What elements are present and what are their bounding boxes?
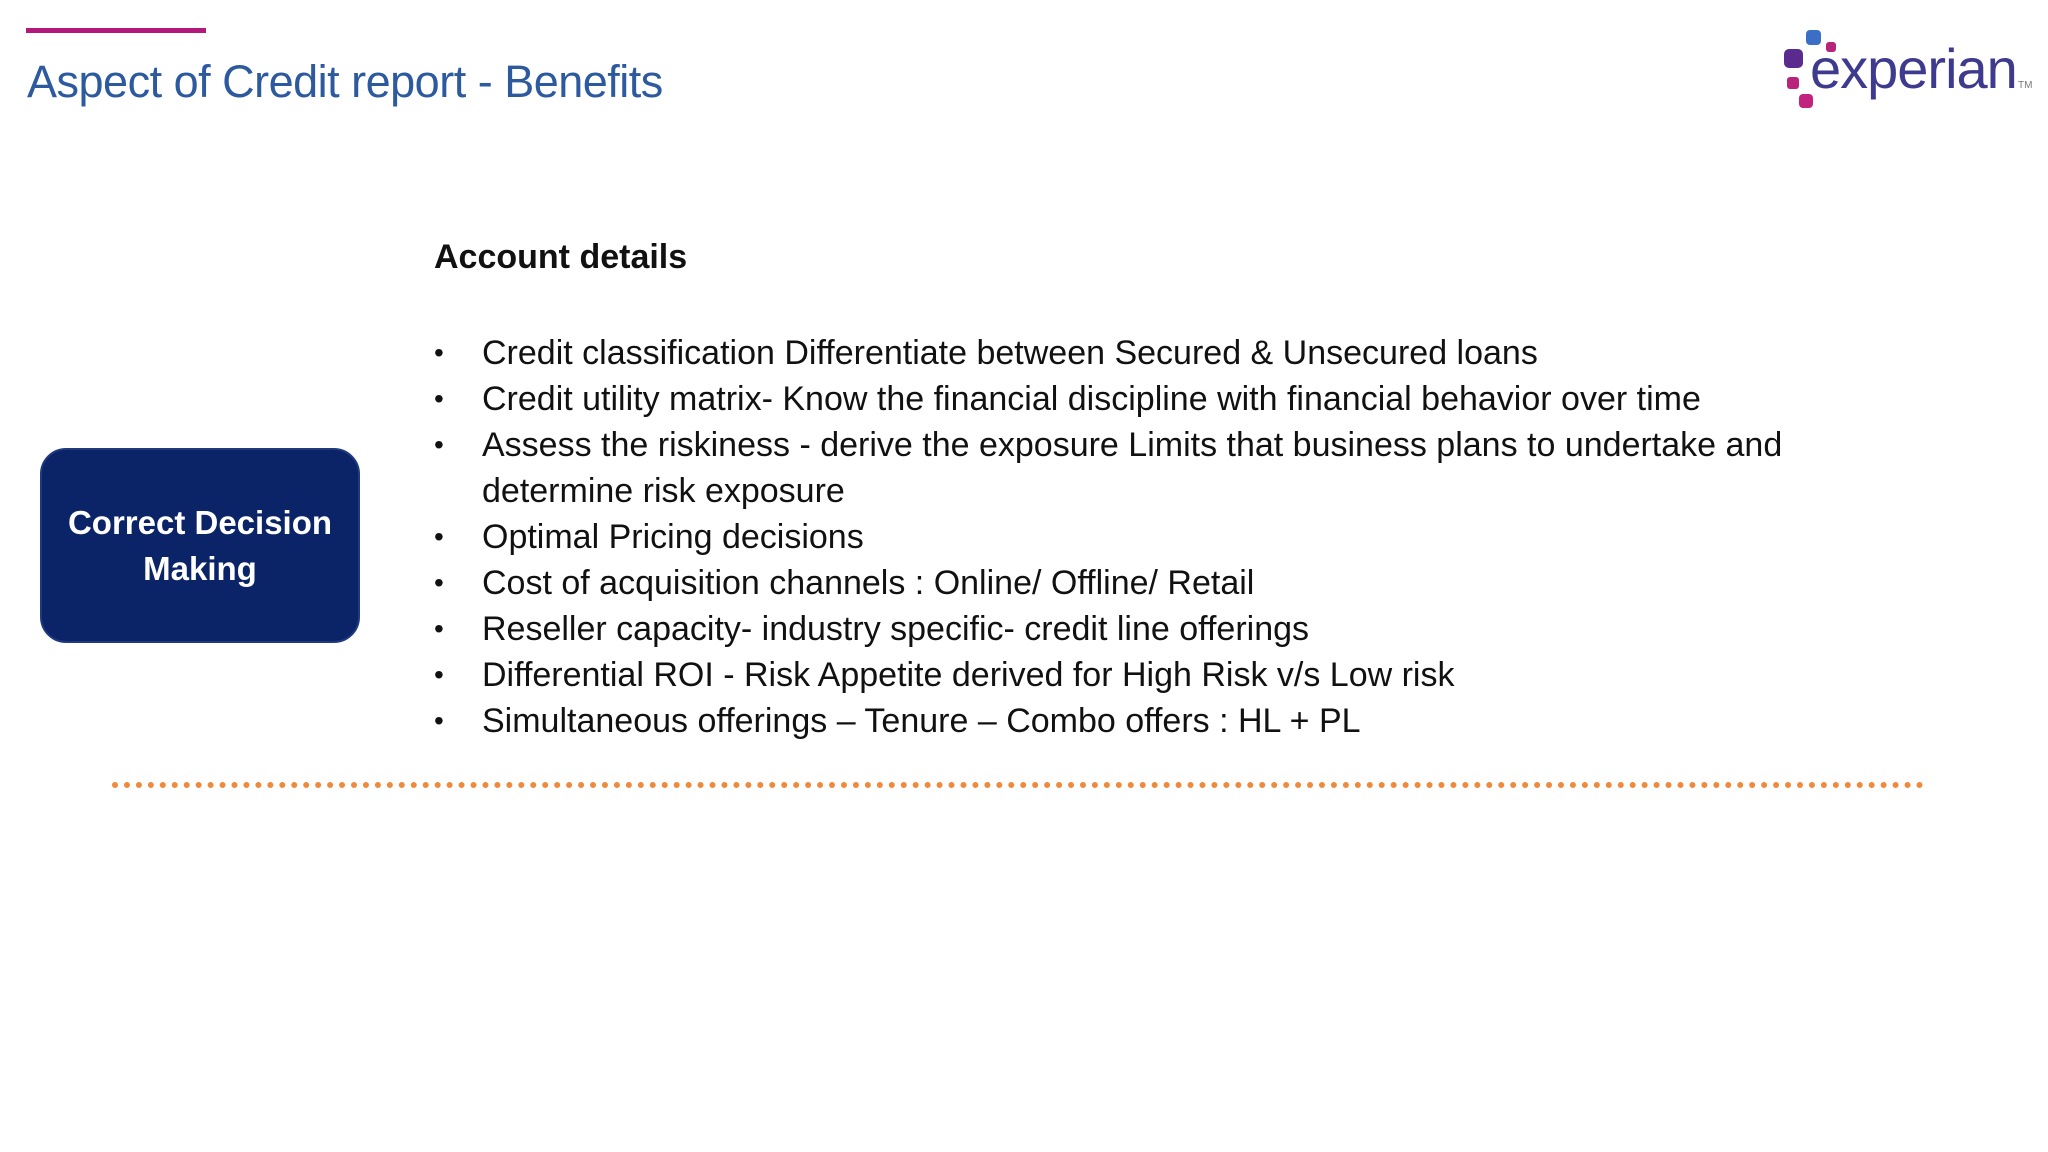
bullet-icon: • (434, 383, 444, 414)
bullet-icon: • (434, 613, 444, 644)
dotted-divider (112, 782, 1924, 788)
bullet-icon: • (434, 429, 444, 460)
bullet-icon: • (434, 705, 444, 736)
slide-title: Aspect of Credit report - Benefits (27, 56, 663, 107)
list-item-text: Cost of acquisition channels : Online/ Offline/ Retail (482, 564, 1255, 602)
logo-trademark: TM (2018, 80, 2033, 91)
list-item (434, 698, 1934, 744)
list-item (434, 422, 1934, 514)
list-item-text: Reseller capacity- industry specific- credit line offerings (482, 610, 1310, 648)
bullet-icon: • (434, 567, 444, 598)
bullet-icon: • (434, 337, 444, 368)
list-item-text: Simultaneous offerings – Tenure – Combo offers : HL + PL (482, 702, 1361, 740)
list-item (434, 606, 1934, 652)
decision-box (40, 448, 360, 643)
decision-box-label: Correct Decision Making (67, 503, 333, 587)
list-item-text: Credit classification Differentiate between Secured & Unsecured loans (482, 334, 1538, 372)
title-accent-rule (26, 28, 206, 33)
list-item (434, 330, 1934, 376)
list-item (434, 376, 1934, 422)
section-heading: Account details (434, 238, 688, 276)
list-item (434, 652, 1934, 698)
list-item (434, 560, 1934, 606)
experian-logo (1782, 24, 2038, 114)
logo-wordmark: experian (1810, 37, 2017, 100)
list-item (434, 514, 1934, 560)
list-item-text: Credit utility matrix- Know the financial discipline with financial behavior over time (482, 380, 1701, 418)
list-item-text: Assess the riskiness - derive the exposure Limits that business plans to undertake and determine risk exposure (482, 426, 1783, 510)
bullet-list (434, 330, 1934, 744)
bullet-icon: • (434, 659, 444, 690)
bullet-icon: • (434, 521, 444, 552)
list-item-text: Differential ROI - Risk Appetite derived for High Risk v/s Low risk (482, 656, 1455, 694)
list-item-text: Optimal Pricing decisions (482, 518, 864, 556)
